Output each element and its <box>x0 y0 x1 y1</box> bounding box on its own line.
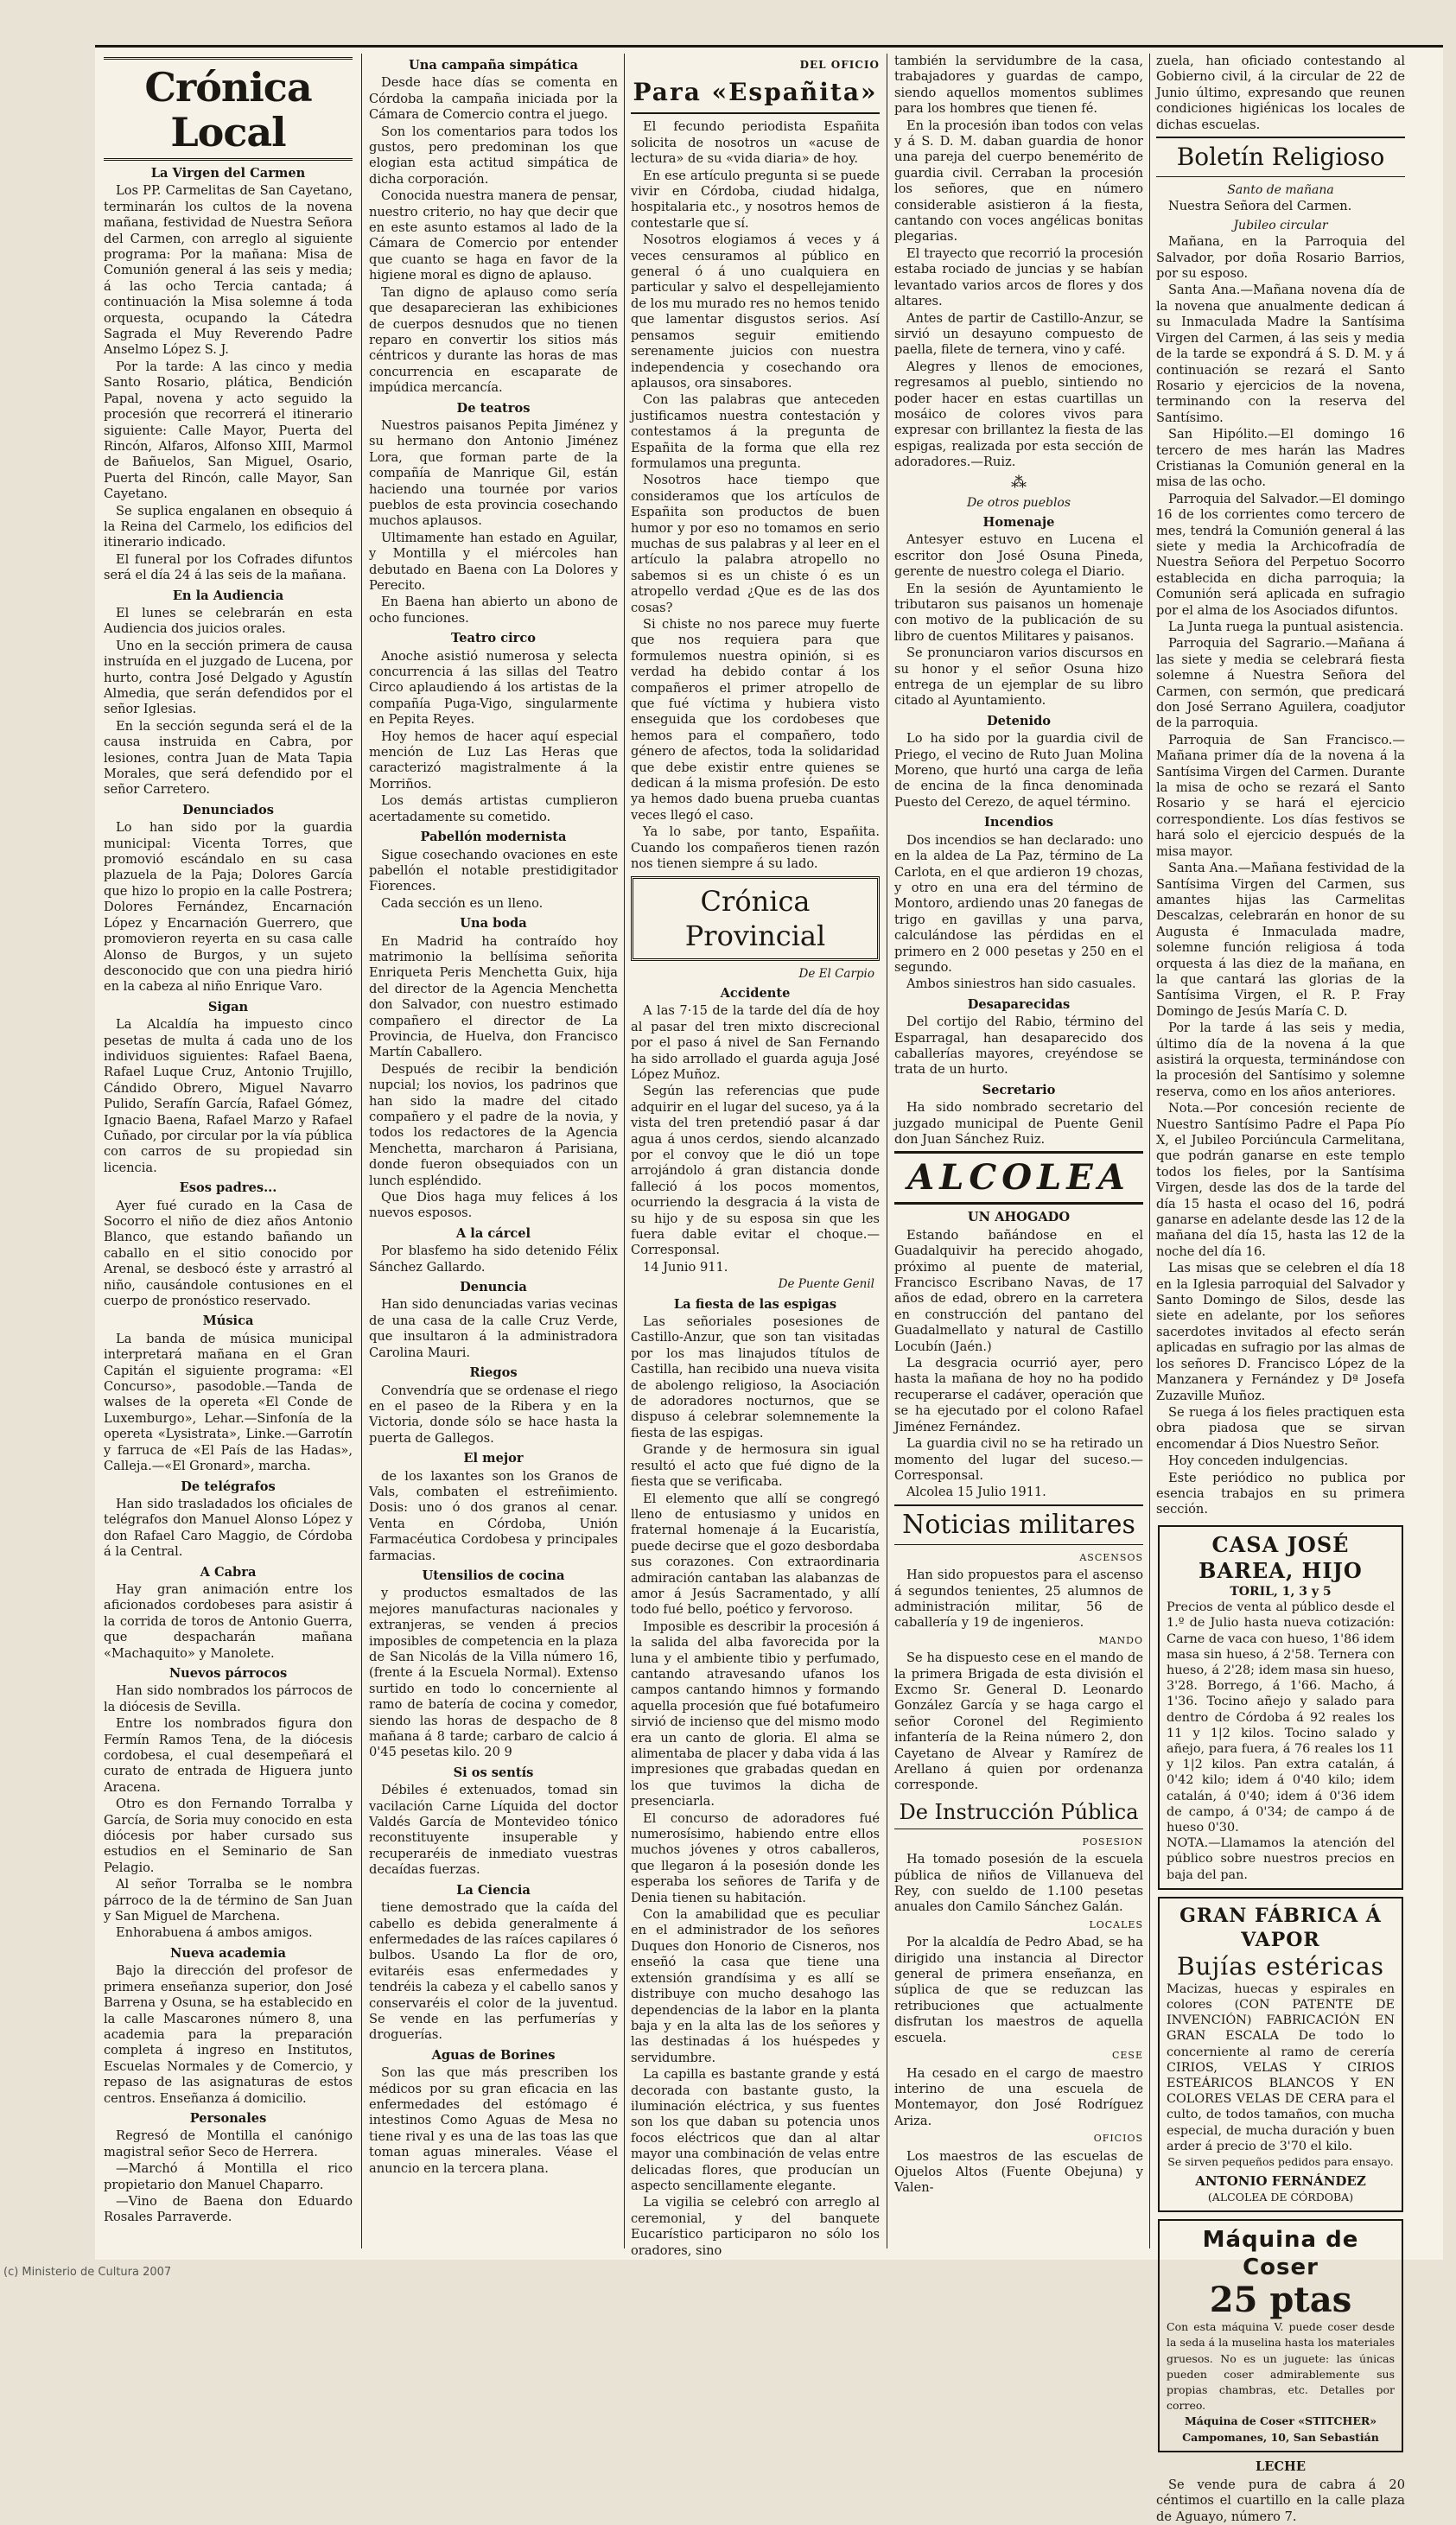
section-title: De teatros <box>456 400 531 416</box>
paragraph: Por la tarde á las seis y media, último día de la novena á la que asistirá la orquesta, terminándose con la procesión del Santísimo y solemne reserva, como en los años anteriores. <box>1156 1021 1405 1099</box>
paragraph: Hay gran animación entre los aficionados cordobeses para asistir á la corrida de toros de Antonio Guerra, que despacharán mañana «Machaquito» y Manolete. <box>104 1581 353 1661</box>
ad-title: Máquina de Coser <box>1202 2227 1359 2281</box>
paragraph: Santa Ana.—Mañana novena día de la novena que anualmente dedican á su Inmaculada Madre la Santísima Virgen del Carmen, á las seis y media de la tarde se expondrá á S. D. M. y á continuación se rezará el Santo Rosario y ejercicios de la novena, terminando con la reserva del Santísimo. <box>1156 283 1405 425</box>
section-title: Nueva academia <box>170 1945 286 1961</box>
ad-subtitle: TORIL, 1, 3 y 5 <box>1230 1584 1332 1599</box>
paragraph: Ha tomado posesión de la escuela pública de niños de Villanueva del Rey, con sueldo de 1.100 pesetas anuales don Camilo Sánchez Galán. <box>894 1852 1143 1915</box>
paragraph: —Marchó á Montilla el rico propietario don Manuel Chaparro. <box>104 2161 353 2192</box>
paragraph: Bajo la dirección del profesor de primera enseñanza superior, don José Barrena y Osuna, se ha establecido en la calle Mascarones número 8, una academia para la preparación completa á ingreso en Institutos, Escuelas Normales y de Comercio, y repaso de las asignaturas de estos centros. Enseñanza á domicilio. <box>104 1963 353 2106</box>
paragraph: En la sección segunda será el de la causa instruida en Cabra, por lesiones, contra Juan de Mata Tapia Morales, que será defendido por el señor Carretero. <box>104 718 353 798</box>
paragraph: Con la amabilidad que es peculiar en el administrador de los señores Duques don Honorio de Cisneros, nos enseñó la casa que tiene una extensión grandísima y es allí se distribuye con mucho desahogo las dependencias de la labor en la planta baja y en la alta las de los señores y las destinadas á los huéspedes y servidumbre. <box>631 1907 880 2065</box>
ad-note: NOTA.—Llamamos la atención del público sobre nuestros precios en baja del pan. <box>1167 1836 1395 1882</box>
subsection-tag: POSESION <box>1082 1835 1143 1848</box>
paragraph: En la sesión de Ayuntamiento le tributaron sus paisanos un homenaje con motivo de la publicación de su libro de cuentos Militares y paisanos. <box>894 581 1143 644</box>
section-title: A Cabra <box>200 1564 257 1580</box>
paragraph: Nuestra Señora del Carmen. <box>1168 199 1352 214</box>
section-title: Música <box>202 1313 254 1329</box>
section-title: Si os sentís <box>453 1765 534 1780</box>
paragraph: Por blasfemo ha sido detenido Félix Sánchez Gallardo. <box>369 1243 618 1275</box>
ad-title: CASA JOSÉ BAREA, HIJO <box>1198 1531 1363 1583</box>
paragraph: y productos esmaltados de las mejores manufacturas nacionales y extranjeras, se venden á precios imposibles de competencia en la plaza de San Nicolás de la Villa número 16, (frente á la Escuela Normal). Extenso surtido en todo lo concerniente al ramo de batería de cocina y comedor, siendo las horas de despacho de 8 mañana á 8 tarde; carbaro de calcio á 0'45 pesetas kilo. 20 9 <box>369 1586 618 1760</box>
paragraph: El trayecto que recorrió la procesión estaba rociado de juncias y se habían levantado varios arcos de flores y dos altares. <box>894 245 1143 309</box>
paragraph: de los laxantes son los Granos de Vals, combaten el estreñimiento. Dosis: uno ó dos granos al cenar. Venta en Córdoba, Unión Farmacéutica Cordobesa y principales farmacias. <box>369 1468 618 1563</box>
paragraph: En Madrid ha contraído hoy matrimonio la bellísima señorita Enriqueta Peris Menchetta Guix, hija del director de la Agencia Menchetta don Salvador, con nuestro estimado compañero el director de La Provincia, de Huelva, don Francisco Martín Caballero. <box>369 933 618 1060</box>
paragraph: Lo han sido por la guardia municipal: Vicenta Torres, que promovió escándalo en su casa plazuela de la Paja; Dolores García que hizo lo propio en la calle Postrera; Dolores Fernández, Encarnación López y Encarnación Guerrero, que promovieron reyerta en su casa calle Alonso de Burgos, y un sujeto desconocido que con una piedra hirió en la cabeza al niño Enrique Varo. <box>104 820 353 995</box>
ad-price: 25 ptas <box>1209 2280 1352 2321</box>
paragraph: En ese artículo pregunta si se puede vivir en Córdoba, ciudad hidalga, hospitalaria etc., y nosotros hemos de contestarle que sí. <box>631 168 880 231</box>
paragraph: Anoche asistió numerosa y selecta concurrencia á las sillas del Teatro Circo aplaudiendo á los artistas de la compañía Puga-Vigo, singularmente en Pepita Reyes. <box>369 648 618 728</box>
section-title: Una campaña simpática <box>409 58 578 73</box>
advertisement-fabrica-vapor <box>1158 1897 1403 2212</box>
section-title: LECHE <box>1256 2459 1306 2475</box>
paragraph: Santa Ana.—Mañana festividad de la Santísima Virgen del Carmen, sus amantes hijas las Carmelitas Descalzas, celebrarán en honor de su Augusta é Inmaculada madre, solemne función religiosa á toda orquesta á las diez de la mañana, en la que cantará las glorias de la Santísima Virgen, el R. P. Fray Domingo de Jesús María C. D. <box>1156 861 1405 1019</box>
paragraph: Otro es don Fernando Torralba y García, de Soria muy conocido en esta diócesis por haber cursado sus estudios en el Seminario de San Pelagio. <box>104 1797 353 1875</box>
ad-subtitle: Bujías estéricas <box>1176 1951 1385 1981</box>
place-label: De Puente Genil <box>778 1277 874 1292</box>
paragraph: El lunes se celebrarán en esta Audiencia dos juicios orales. <box>104 605 353 637</box>
section-title: Desaparecidas <box>967 996 1071 1012</box>
section-title: Personales <box>189 2110 267 2126</box>
paragraph: Enhorabuena á ambos amigos. <box>116 1925 313 1941</box>
alcolea-heading: ALCOLEA <box>894 1151 1143 1205</box>
paragraph: Se pronunciaron varios discursos en su honor y el señor Osuna hizo entrega de un ejemplar de su libro citado al Ayuntamiento. <box>894 646 1143 709</box>
dateline: 14 Junio 911. <box>643 1259 728 1275</box>
paragraph: El elemento que allí se congregó lleno de entusiasmo y unidos en fraternal homenaje á la Eucaristía, puede decirse que el gozo desbordaba sus corazones. Con extraordinaria admiración cantaban las alabanzas de amor á Jesús Sacramentado, y allí todo fué bello, poético y fervoroso. <box>631 1491 880 1618</box>
paragraph: Grande y de hermosura sin igual resultó el acto que fué digno de la fiesta que se verificaba. <box>631 1442 880 1490</box>
section-title: Pabellón modernista <box>420 830 567 845</box>
paragraph: Han sido trasladados los oficiales de telégrafos don Manuel Alonso López y don Rafael Caro Maggio, de Córdoba á la Central. <box>104 1496 353 1560</box>
paragraph: San Hipólito.—El domingo 16 tercero de mes harán las Madres Cristianas la Comunión general en la misa de las ocho. <box>1156 427 1405 490</box>
paragraph: Conocida nuestra manera de pensar, nuestro criterio, no hay que decir que en este asunto estamos al lado de la Cámara de Comercio por entender que cuanto se haga en favor de la higiene moral es digno de aplauso. <box>369 188 618 283</box>
paragraph: Antesyer estuvo en Lucena el escritor don José Osuna Pineda, gerente de nuestro colega el Diario. <box>894 532 1143 580</box>
paragraph: Lo ha sido por la guardia civil de Priego, el vecino de Ruto Juan Molina Moreno, que hurtó una carga de leña de encina de la finca denominada Puesto del Cerezo, de aquel término. <box>894 731 1143 810</box>
paragraph: Mañana, en la Parroquia del Salvador, por doña Rosario Barrios, por su esposo. <box>1156 234 1405 282</box>
paragraph: Al señor Torralba se le nombra párroco de la de término de San Juan y San Miguel de Marchena. <box>104 1877 353 1924</box>
section-title: Homenaje <box>982 514 1055 530</box>
advertisement-maquina-coser <box>1158 2219 1403 2452</box>
paragraph: Débiles é extenuados, tomad sin vacilación Carne Líquida del doctor Valdés García de Montevideo tónico reconstituyente insuperable y recuperaréis de inmediato vuestras decaídas fuerzas. <box>369 1783 618 1878</box>
paragraph: Las señoriales posesiones de Castillo-Anzur, que son tan visitadas por los mas linajudos títulos de Castilla, han recibido una nueva visita de abolengo religioso, la Asociación de adoradores nocturnos, que se dispuso á celebrar solemnemente la fiesta de las espigas. <box>631 1314 880 1441</box>
paragraph: Ayer fué curado en la Casa de Socorro el niño de diez años Antonio Blanco, que estando bañando un caballo en el sitio conocido por Arenal, se desbocó éste y arrastró al niño, causándole contusiones en el cuerpo de pronóstico reservado. <box>104 1198 353 1309</box>
section-title: Denuncia <box>460 1280 527 1295</box>
paragraph: Nota.—Por concesión reciente de Nuestro Santísimo Padre el Papa Pío X, el Jubileo Porciúncula Carmelitana, que podrán ganarse en este templo todos los fieles, por la Santísima Virgen, desde las dos de la tarde del día 15 hasta el ocaso del 16, podrá ganarse en adelante desde las 12 de la mañana del día 15, hasta las 12 de la noche del día 16. <box>1156 1101 1405 1259</box>
paragraph: Ya lo sabe, por tanto, Españita. Cuando los compañeros tienen razón nos tienen siempre á su lado. <box>631 824 880 872</box>
paragraph: Son las que más prescriben los médicos por su gran eficacia en las enfermedades del estómago é intestinos Como Aguas de Mesa no tiene rival y es una de las toas las que toman aguas minerales. Véase el anuncio en la tercera plana. <box>369 2065 618 2176</box>
paragraph: Que Dios haga muy felices á los nuevos esposos. <box>369 1190 618 1221</box>
paragraph: tiene demostrado que la caída del cabello es debida generalmente á enfermedades de las raíces capilares ó bulbos. Usando La flor de oro, evitaréis esas enfermedades y tendréis la cabeza y el cabello sanos y conservaréis el color de la juventud. Se vende en las perfumerías y droguerías. <box>369 1900 618 2043</box>
paragraph: Ultimamente han estado en Aguilar, y Montilla y el miércoles han debutado en Baena con La Dolores y Perecito. <box>369 530 618 593</box>
column-1 <box>104 54 353 2257</box>
copyright-credit: (c) Ministerio de Cultura 2007 <box>3 2266 172 2279</box>
paragraph: Ambos siniestros han sido casuales. <box>906 976 1136 992</box>
section-title: Esos padres... <box>179 1180 277 1196</box>
instruccion-publica-heading: De Instrucción Pública <box>894 1797 1143 1829</box>
paragraph: Los demás artistas cumplieron acertadamente su cometido. <box>369 793 618 824</box>
column-2 <box>369 54 618 2257</box>
paragraph: Se ruega á los fieles practiquen esta obra piadosa que se sirvan encomendar á Dios Nuestro Señor. <box>1156 1404 1405 1452</box>
paragraph: Se suplica engalanen en obsequio á la Reina del Carmelo, los edificios del itinerario indicado. <box>104 503 353 550</box>
paragraph: Alegres y llenos de emociones, regresamos al pueblo, sintiendo no poder hacer en estas cuartillas un mosáico de colores vivos para expresar con brillantez la fiesta de las espigas, realizada por esta sección de adoradores.—Ruiz. <box>894 359 1143 470</box>
paragraph: Ha sido nombrado secretario del juzgado municipal de Puente Genil don Juan Sánchez Ruiz. <box>894 1100 1143 1147</box>
paragraph: Los maestros de las escuelas de Ojuelos Altos (Fuente Obejuna) y Valen- <box>894 2148 1143 2196</box>
para-espanito-heading: Para «Españita» <box>631 76 880 114</box>
paragraph: Tan digno de aplauso como sería que desaparecieran las exhibiciones de cuerpos desnudos que no tienen reparo en convertir los sitios más céntricos y durante las horas de mas concurrencia en escaparate de impúdica mercancía. <box>369 284 618 396</box>
subsection-tag: MANDO <box>1098 1634 1143 1646</box>
paragraph: En la procesión iban todos con velas y á S. D. M. daban guardia de honor una pareja del cuerpo benemérito de guardia civil. Cerraban la procesión los señores, que en número considerable asistieron á la fiesta, cantando con voces angélicas bonitas plegarias. <box>894 118 1143 245</box>
paragraph: Regresó de Montilla el canónigo magistral señor Seco de Herrera. <box>104 2128 353 2159</box>
section-title: Incendios <box>984 815 1053 830</box>
section-subheading: Jubileo circular <box>1233 218 1328 232</box>
boletin-religioso-heading: Boletín Religioso <box>1156 137 1405 177</box>
paragraph: Hoy hemos de hacer aquí especial mención de Luz Las Heras que caracterizó magistralmente á la Morriños. <box>369 728 618 792</box>
paragraph: Cada sección es un lleno. <box>381 895 544 911</box>
section-title: La Ciencia <box>456 1882 531 1898</box>
paragraph: Los PP. Carmelitas de San Cayetano, terminarán los cultos de la novena mañana, festividad de Nuestra Señora del Carmen, con arreglo al siguiente programa: Por la mañana: Misa de Comunión general á las seis y media; á las ocho Tercia cantada; á continuación la Misa solemne á toda orquesta, ocupando la Cátedra Sagrada el Muy Reverendo Padre Anselmo López S. J. <box>104 183 353 358</box>
subsection-tag: CESE <box>1111 2050 1143 2062</box>
dateline: Alcolea 15 Julio 1911. <box>906 1485 1046 1500</box>
paragraph: Parroquia de San Francisco.—Mañana primer día de la novena á la Santísima Virgen del Carmen. Durante la misa de ocho se rezará el Santo Rosario y se hará el ejercicio correspondiente. Los días festivos se hará solo el ejercicio después de la misa mayor. <box>1156 732 1405 859</box>
section-title: Riegos <box>469 1365 518 1381</box>
noticias-militares-heading: Noticias militares <box>894 1504 1143 1545</box>
paragraph: Entre los nombrados figura don Fermín Ramos Tena, de la diócesis cordobesa, el cual desempeñará el curato de entrada de Higuera junto Aracena. <box>104 1716 353 1795</box>
section-title: Una boda <box>460 916 527 932</box>
section-title: UN AHOGADO <box>967 1210 1071 1225</box>
paragraph: La banda de música municipal interpretará mañana en el Gran Capitán el siguiente programa: «El Concurso», pasodoble.—Tanda de walses de la opereta «El Conde de Luxemburgo», Lehar.—Sinfonía de la opereta «Lysistrata», Linke.—Garrotín y farruca de «El País de las Hadas», Calleja.—«El Gronard», marcha. <box>104 1331 353 1474</box>
section-title: A la cárcel <box>455 1225 531 1241</box>
paragraph: Antes de partir de Castillo-Anzur, se sirvió un desayuno compuesto de paella, filete de ternera, vino y café. <box>894 310 1143 358</box>
section-title: La fiesta de las espigas <box>673 1296 837 1312</box>
cronica-provincial-heading: Crónica Provincial <box>631 876 880 961</box>
column-5 <box>1156 54 1405 2524</box>
paragraph: A las 7·15 de la tarde del día de hoy al pasar del tren mixto discrecional por el paso á nivel de San Fernando ha sido arrollado el guarda aguja José López Muñoz. <box>631 1003 880 1082</box>
column-rule <box>624 54 625 2248</box>
paragraph: Imposible es describir la procesión á la salida del alba favorecida por la luna y el ambiente tibio y perfumado, cantando atravesando ufanos los campos cantando himnos y formando aquella procesión que fué botafumeiro sirvió de incienso que del mismo modo era un canto de gloria. El alma se alimentaba de placer y daba vida á las impresiones que grabadas quedan en los que tuvimos la dicha de presenciarla. <box>631 1619 880 1809</box>
paragraph: Han sido propuestos para el ascenso á segundos tenientes, 25 alumnos de administración militar, 56 de caballería y 19 de ingenieros. <box>894 1568 1143 1631</box>
ad-small: Se sirven pequeños pedidos para ensayo. <box>1167 2155 1394 2169</box>
column-rule <box>361 54 362 2248</box>
section-title: Accidente <box>720 985 791 1001</box>
section-title: Aguas de Borines <box>431 2047 556 2063</box>
paragraph: Después de recibir la bendición nupcial; los novios, los padrinos que han sido la madre del citado compañero y el padre de la novia, y todos los redactores de la Agencia Menchetta, marcharon á Parisiana, donde fueron obsequiados con un lunch espléndido. <box>369 1061 618 1188</box>
paragraph: Por la tarde: A las cinco y media Santo Rosario, plática, Bendición Papal, novena y acto seguido la procesión que recorrerá el itinerario siguiente: Calle Mayor, Puerta del Rincón, Alfaros, Alfonso XIII, Marmol de Bañuelos, San Miguel, Osario, Puerta del Rincón, calle Mayor, San Cayetano. <box>104 359 353 502</box>
section-title: Secretario <box>982 1082 1056 1097</box>
paragraph: Si chiste no nos parece muy fuerte que nos requiera para que formulemos nuestra opinión, si es verdad ha debido contar á los compañeros el primer atropello de que fué víctima y hubiera visto enseguida que los cordobeses que hemos para el compañero, todo género de afectos, toda la solidaridad que debe existir entre quienes se dedican á la misma profesión. De esto ya hemos dado buena prueba cuantas veces llegó el caso. <box>631 617 880 823</box>
section-title: Teatro circo <box>451 631 536 646</box>
asterism: ⁂ <box>1011 473 1027 492</box>
section-subheading: Santo de mañana <box>1227 183 1334 198</box>
paragraph: Parroquia del Salvador.—El domingo 16 de los corrientes como tercero de mes, tendrá la Comunión general á las siete y media la Archicofradía de Nuestra Señora del Perpetuo Socorro establecida en dicha parroquia; la Comunión será aplicada en sufragio por el alma de los Asociados difuntos. <box>1156 491 1405 618</box>
paragraph: Según las referencias que pude adquirir en el lugar del suceso, ya á la vista del tren pretendió pasar á dar agua á unos cerdos, siendo alcanzado por el convoy que le dió un tope arrojándolo á gran distancia donde falleció á los pocos momentos, ocurriendo la desgracia á la vista de su hijo y de su esposa sin que les fuera dable evitar el choque.—Corresponsal. <box>631 1084 880 1258</box>
del-oficio-tag: DEL OFICIO <box>799 59 880 71</box>
section-title: Sigan <box>207 999 249 1014</box>
paragraph: Nosotros hace tiempo que consideramos que los artículos de Españita son productos de buen humor y por eso no tomamos en serio muchas de sus palabras y al leer en el artículo la palabra atropello no sabemos si es un chiste ó es un atropello verdad ¿Que es de las dos cosas? <box>631 473 880 615</box>
section-title: De telégrafos <box>181 1479 276 1494</box>
ad-body: Macizas, huecas y espirales en colores (CON PATENTE DE INVENCIÓN) FABRICACIÓN EN GRAN ESCALA De todo lo concerniente al ramo de cerería CIRIOS, VELAS Y CIRIOS ESTEÁRICOS BLANCOS Y EN COLORES VELAS DE CERA para el culto, de todos tamaños, con mucha especial, de mucha duración y buen arder á precio de 3'70 el kilo. <box>1167 1981 1395 2153</box>
section-title: Denunciados <box>182 802 274 817</box>
paragraph: Convendría que se ordenase el riego en el paseo de la Ribera y en la Victoria, donde sólo se hace hasta la puerta de Gallegos. <box>369 1383 618 1446</box>
paragraph: Desde hace días se comenta en Córdoba la campaña iniciada por la Cámara de Comercio contra el juego. <box>369 75 618 123</box>
paragraph: La Alcaldía ha impuesto cinco pesetas de multa á cada uno de los individuos siguientes: Rafael Baena, Rafael Luque Cruz, Antonio Trujillo, Cándido Obrero, Miguel Navarro Pulido, Serafín García, Rafael Gómez, Ignacio Baena, Rafael Marzo y Rafael Cuñado, por circular por la vía pública con carros de su propiedad sin licencia. <box>104 1017 353 1175</box>
paragraph: Se vende pura de cabra á 20 céntimos el cuartillo en la calle plaza de Aguayo, número 7. <box>1156 2477 1405 2524</box>
ad-footer-place: (ALCOLEA DE CÓRDOBA) <box>1207 2190 1354 2204</box>
paragraph: Han sido denunciadas varias vecinas de una casa de la calle Cruz Verde, que insultaron á la administradora Carolina Mauri. <box>369 1297 618 1360</box>
paragraph: Se ha dispuesto cese en el mando de la primera Brigada de esta división el Excmo Sr. General D. Leonardo González García y se haga cargo el señor Coronel del Regimiento infantería de la Reina número 2, don Cayetano de Alvear y Ramírez de Arellano á quien por ordenanza corresponde. <box>894 1650 1143 1793</box>
ad-body: Precios de venta al público desde el 1.º de Julio hasta nueva cotización: Carne de vaca con hueso, 1'86 idem masa sin hueso, á 2'58. Ternera con hueso, á 2'28; idem masa sin hueso, 3'28. Borrego, á 1'66. Macho, á 1'36. Tocino añejo y salado para dentro de Córdoba á 92 reales los 11 y 1|2 kilos. Tocino salado y añejo, para fuera, á 76 reales los 11 y 1|2 kilos. Pan extra catalán, á 0'42 kilo; idem á 0'40 kilo; idem catalán, á 0'40; idem á 0'36 idem de campo, á 0'34; de campo á de hueso 0'30. <box>1167 1600 1395 1835</box>
paragraph: Ha cesado en el cargo de maestro interino de una escuela de Montemayor, don José Rodríguez Ariza. <box>894 2065 1143 2128</box>
paragraph: En Baena han abierto un abono de ocho funciones. <box>369 595 618 626</box>
paragraph: El funeral por los Cofrades difuntos será el día 24 á las seis de la mañana. <box>104 551 353 583</box>
paragraph: Con las palabras que anteceden justificamos nuestra contestación y contestamos á la pregunta de Españita de la forma que ella rez formulamos una pregunta. <box>631 392 880 471</box>
paragraph: Del cortijo del Rabio, término del Esparragal, han desaparecido dos caballerías mayores, creyéndose se trata de un hurto. <box>894 1014 1143 1078</box>
section-title: El mejor <box>463 1451 524 1466</box>
section-title: Nuevos párrocos <box>168 1665 288 1681</box>
paragraph: Hoy conceden indulgencias. <box>1168 1453 1349 1469</box>
place-label: De El Carpio <box>798 966 874 981</box>
paragraph: La desgracia ocurrió ayer, pero hasta la mañana de hoy no ha podido recuperarse el cadáver, operación que se ha ejecutado por el colono Rafael Jiménez Fernández. <box>894 1356 1143 1434</box>
paragraph: Las misas que se celebren el día 18 en la Iglesia parroquial del Salvador y Santo Domingo de Silos, desde las siete en adelante, por los señores sacerdotes invitados al efecto serán aplicadas en sufragio por las almas de los señores D. Francisco López de la Manzanera y Fernández y Dª Josefa Zuzaville Muñoz. <box>1156 1261 1405 1403</box>
paragraph: Han sido nombrados los párrocos de la diócesis de Sevilla. <box>104 1683 353 1714</box>
ad-footer: Máquina de Coser «STITCHER» Campomanes, 10, San Sebastián <box>1182 2414 1379 2444</box>
subsection-tag: ASCENSOS <box>1079 1551 1143 1563</box>
paragraph: Nuestros paisanos Pepita Jiménez y su hermano don Antonio Jiménez Lora, que forman parte de la compañía de Manrique Gil, están haciendo una tournée por varios pueblos de esta provincia cosechando muchos aplausos. <box>369 417 618 529</box>
ad-title: GRAN FÁBRICA Á VAPOR <box>1179 1904 1382 1951</box>
section-title: Detenido <box>986 713 1052 728</box>
paragraph: también la servidumbre de la casa, trabajadores y guardas de campo, siendo aquellos momentos sublimes para los hombres que tienen fé. <box>894 54 1143 117</box>
paragraph: La Junta ruega la puntual asistencia. <box>1168 620 1404 634</box>
paragraph: Son los comentarios para todos los gustos, pero predominan los que elogian esta actitud simpática de dicha corporación. <box>369 124 618 187</box>
advertisement-casa-barea <box>1158 1525 1403 1890</box>
paragraph: La guardia civil no se ha retirado un momento del lugar del suceso.—Corresponsal. <box>894 1436 1143 1483</box>
paragraph: Sigue cosechando ovaciones en este pabellón el notable prestidigitador Fiorences. <box>369 847 618 894</box>
subsection-tag: OFICIOS <box>1093 2133 1143 2145</box>
paragraph: La vigilia se celebró con arreglo al ceremonial, y del banquete Eucarístico participaron no sólo los oradores, sino <box>631 2195 880 2258</box>
paragraph: —Vino de Baena don Eduardo Rosales Parraverde. <box>104 2193 353 2225</box>
column-3 <box>631 54 880 2257</box>
paragraph: Por la alcaldía de Pedro Abad, se ha dirigido una instancia al Director general de primera enseñanza, en súplica de que se reduzcan las retribuciones que actualmente disfrutan los maestros de aquella escuela. <box>894 1935 1143 2045</box>
section-title: La Virgen del Carmen <box>150 166 306 181</box>
paragraph: Dos incendios se han declarado: uno en la aldea de La Paz, término de La Carlota, en el que ardieron 19 chozas, y otro en una era del término de Montoro, ardiendo unas 20 fanegas de trigo en gavillas y una parva, calculándose las pérdidas en el primero en 2 000 pesetas y 250 en el segundo. <box>894 832 1143 975</box>
section-subheading: De otros pueblos <box>966 495 1071 510</box>
paragraph: El fecundo periodista Españita solicita de nosotros un «acuse de lectura» de su «vida diaria» de hoy. <box>631 119 880 167</box>
paragraph: Estando bañándose en el Guadalquivir ha perecido ahogado, próximo al puente de material, Francisco Escribano Navas, de 17 años de edad, obrero en la carretera en construcción del pantano del Guadalmellato y natural de Castillo Locubín (Jaén.) <box>894 1227 1143 1354</box>
cronica-local-heading: Crónica Local <box>104 57 353 161</box>
paragraph: Nosotros elogiamos á veces y á veces censuramos al público en general ó á uno cualquiera en particular y salvo el despellejamiento de los mu murado res no hemos tenido que lamentar disgustos serios. Así pensamos seguir emitiendo serenamente juicios con nuestra independencia y cosechando ora aplausos, ora sinsabores. <box>631 232 880 391</box>
paragraph: Parroquia del Sagrario.—Mañana á las siete y media se celebrará fiesta solemne á Nuestra Señora del Carmen, con sermón, que predicará don José Serrano Aguilera, coadjutor de la parroquia. <box>1156 636 1405 731</box>
paragraph: Este periódico no publica por esencia trabajos en su primera sección. <box>1156 1470 1405 1517</box>
subsection-tag: LOCALES <box>1089 1918 1143 1930</box>
paragraph: La capilla es bastante grande y está decorada con bastante gusto, la iluminación eléctrica, y sus fuentes son los que daban su potencia unos focos eléctricos que dan al altar mayor una combinación de velas entre delicadas flores, que producían un aspecto sencillamente elegante. <box>631 2067 880 2193</box>
column-4 <box>894 54 1143 2257</box>
column-rule <box>1149 54 1150 2248</box>
paragraph: El concurso de adoradores fué numerosísimo, habiendo entre ellos muchos jóvenes y otros caballeros, que llegaron á la posesión donde les esperaba los señores de Tarifa y de Denia tienen su habitación. <box>631 1810 880 1905</box>
paragraph: zuela, han oficiado contestando al Gobierno civil, á la circular de 22 de Junio último, expresando que reunen condiciones higiénicas los locales de dichas escuelas. <box>1156 54 1405 132</box>
section-title: En la Audiencia <box>172 588 284 603</box>
ad-footer: ANTONIO FERNÁNDEZ <box>1195 2173 1366 2190</box>
section-title: Utensilios de cocina <box>422 1568 565 1583</box>
ad-body: Con esta máquina V. puede coser desde la seda á la muselina hasta los materiales gruesos. No es un juguete: las únicas pueden coser admirablemente sus propias chambras, etc. Detalles por correo. <box>1167 2320 1395 2413</box>
paragraph: Uno en la sección primera de causa instruída en el juzgado de Lucena, por hurto, contra José Delgado y Agustín Almedia, que serán defendidos por el señor Iglesias. <box>104 638 353 717</box>
